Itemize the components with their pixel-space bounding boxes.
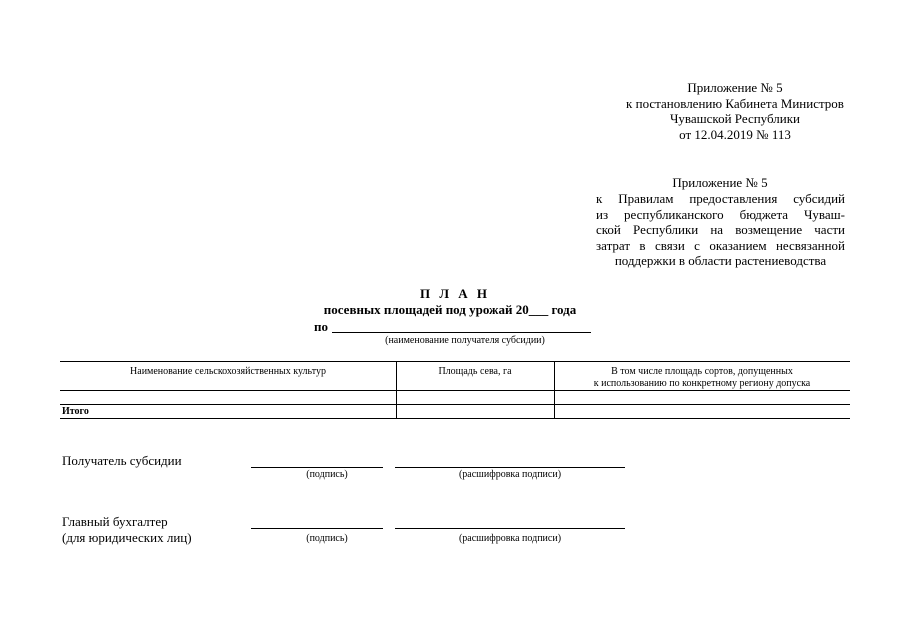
appendix-number: Приложение № 5 [687,80,783,95]
appendix-rules-text [596,191,845,269]
column-header-varieties [554,366,850,390]
appendix-rules-line: из республиканского бюджета Чуваш- [596,206,845,222]
recipient-signature-label: Получатель субсидии [62,453,182,468]
accountant-label-line2: (для юридических лиц) [62,530,192,545]
accountant-signature-label [62,514,192,546]
accountant-signature-line[interactable] [251,528,383,529]
recipient-signature-line[interactable] [251,467,383,468]
accountant-decoding-caption: (расшифровка подписи) [458,533,562,544]
recipient-name-caption: (наименование получателя субсидии) [385,335,545,346]
column-header-crops: Наименование сельскохозяйственных культур [130,366,326,377]
appendix-header-decree [560,80,905,142]
recipient-signature-caption: (подпись) [306,469,348,480]
recipient-decoding-caption: (расшифровка подписи) [458,469,562,480]
appendix-rules-line: затрат в связи с оказанием несвязанной [596,237,845,253]
plan-subtitle: посевных площадей под урожай 20___ года [323,302,577,317]
table-row-border [60,404,850,405]
accountant-decoding-line[interactable] [395,528,625,529]
column-header-area: Площадь сева, га [438,366,512,377]
appendix-decree-ref: к постановлению Кабинета Министров [626,95,844,111]
appendix-rules-line: поддержки в области растениеводства [614,253,827,269]
column-header-varieties-line2: к использованию по конкретному региону допуска [593,378,811,389]
table-top-border [60,361,850,362]
appendix-rules-line: ской Республики на возмещение части [596,222,845,238]
total-row-label: Итого [62,406,89,417]
table-bottom-border [60,418,850,419]
accountant-label-line1: Главный бухгалтер [62,514,168,529]
table-header-border [60,390,850,391]
appendix-rules-line: к Правилам предоставления субсидий [596,191,845,206]
appendix-date-number: от 12.04.2019 № 113 [679,126,791,142]
recipient-prefix: по [314,319,328,334]
accountant-signature-caption: (подпись) [306,533,348,544]
appendix-rules-title: Приложение № 5 [672,175,768,190]
column-header-varieties-line1: В том числе площадь сортов, допущенных [611,366,793,377]
recipient-decoding-line[interactable] [395,467,625,468]
recipient-name-line[interactable] [332,332,591,333]
appendix-republic: Чувашской Республики [669,111,801,126]
plan-title: П Л А Н [419,286,491,301]
